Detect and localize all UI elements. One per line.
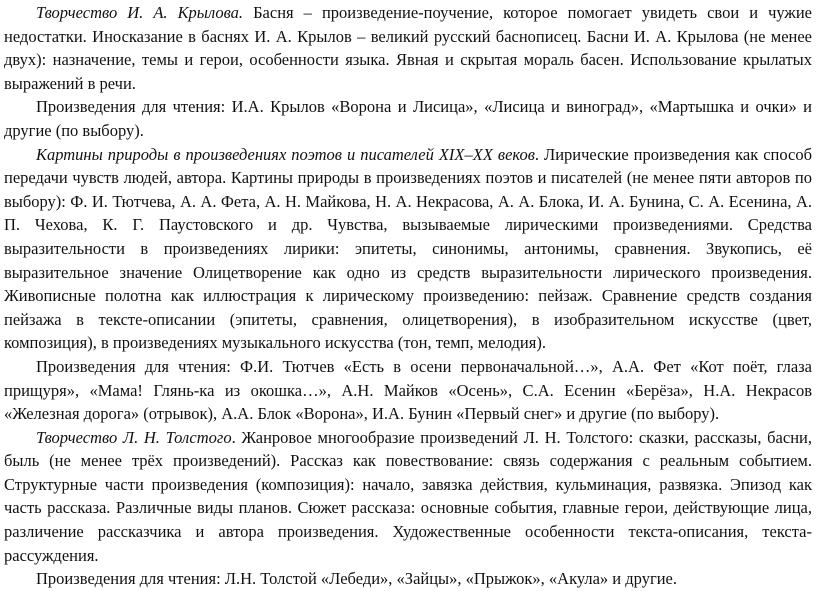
text-krylov-reading: Произведения для чтения: И.А. Крылов «Ворона и Лисица», «Лисица и виноград», «Мартышка и очки» и другие (по выбору).	[4, 97, 812, 140]
heading-tolstoy: Творчество Л. Н. Толстого	[36, 427, 232, 447]
paragraph-krylov-reading	[4, 95, 812, 142]
text-krylov: Басня – произведение-поучение, которое помогает увидеть свои и чужие недостатки. Иносказание в баснях И. А. Крылов – великий русский баснописец. Басни И. А. Крылова (не менее двух): назначение, темы и герои, особенности языка. Явная и скрытая мораль басен. Использование крылатых выражений в речи.	[4, 3, 812, 93]
heading-krylov: Творчество И. А. Крылова.	[36, 3, 244, 22]
paragraph-nature-reading	[4, 355, 812, 426]
text-nature-reading: Произведения для чтения: Ф.И. Тютчев «Есть в осени первоначальной…», А.А. Фет «Кот поёт, глаза прищуря», «Мама! Глянь-ка из окошка…», А.Н. Майков «Осень», С.А. Есенин «Берёза», Н.А. Некрасов «Железная дорога» (отрывок), А.А. Блок «Ворона», И.А. Бунин «Первый снег» и другие (по выбору).	[4, 356, 812, 424]
text-nature: . Лирические произведения как способ передачи чувств людей, автора. Картины природы в произведениях поэтов и писателей (не менее пяти авторов по выбору): Ф. И. Тютчева, А. А. Фета, А. Н. Майкова, Н. А. Некрасова, А. А. Блока, И. А. Бунина, С. А. Есенина, А. П. Чехова, К. Г. Паустовского и др. Чувства, вызываемые лирическими произведениями. Средства выразительности в произведениях лирики: эпитеты, синонимы, антонимы, сравнения. Звукопись, её выразительное значение Олицетворение как одно из средств выразительности лирического произведения. Живописные полотна как иллюстрация к лирическому произведению: пейзаж. Сравнение средств создания пейзажа в тексте-описании (эпитеты, сравнения, олицетворения), в изобразительном искусстве (цвет, композиция), в произведениях музыкального искусства (тон, темп, мелодия).	[4, 144, 812, 353]
paragraph-tolstoy-reading	[4, 567, 812, 591]
paragraph-krylov	[4, 1, 812, 95]
heading-nature: Картины природы в произведениях поэтов и писателей XIX–XX веков	[36, 144, 535, 164]
text-tolstoy-reading: Произведения для чтения: Л.Н. Толстой «Лебеди», «Зайцы», «Прыжок», «Акула» и другие.	[36, 569, 677, 589]
paragraph-nature	[4, 143, 812, 355]
text-tolstoy: . Жанровое многообразие произведений Л. Н. Толстого: сказки, рассказы, басни, быль (не менее трёх произведений). Рассказ как повествование: связь содержания с реальным событием. Структурные части произведения (композиция): начало, завязка действия, кульминация, развязка. Эпизод как часть рассказа. Различные виды планов. Сюжет рассказа: основные события, главные герои, действующие лица, различение рассказчика и автора произведения. Художественные особенности текста-описания, текста-рассуждения.	[4, 427, 812, 565]
paragraph-tolstoy	[4, 426, 812, 568]
